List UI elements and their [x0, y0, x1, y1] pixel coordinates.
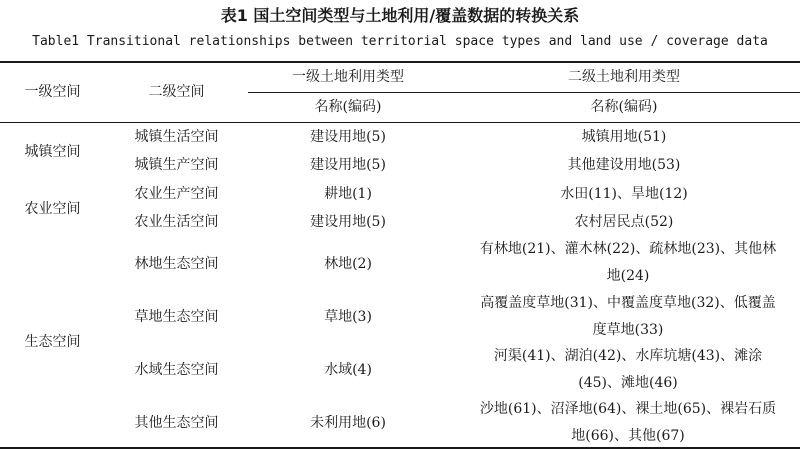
- table-row-secondary: 其他生态空间: [134, 415, 219, 431]
- table-row-level2: 高覆盖度草地(31)、中覆盖度草地(32)、低覆盖度草地(33): [480, 295, 776, 338]
- table-row-level2: 河渠(41)、湖泊(42)、水库坑塘(43)、滩涂(45)、滩地(46): [493, 348, 763, 391]
- table-row-level2: 城镇用地(51): [581, 129, 667, 145]
- header-level2-subheader: 名称(编码): [590, 99, 658, 115]
- table-row-secondary: 水域生态空间: [134, 362, 219, 378]
- header-mid-rule: [248, 92, 800, 93]
- table-row-level1: 建设用地(5): [310, 214, 386, 230]
- table-row-level1: 建设用地(5): [310, 129, 386, 145]
- header-primary-space: 一级空间: [24, 84, 81, 100]
- table-row-secondary: 城镇生活空间: [134, 129, 219, 145]
- table-row-level2: 其他建设用地(53): [567, 157, 681, 173]
- table-row-secondary: 农业生活空间: [134, 214, 219, 230]
- table-row-secondary: 草地生态空间: [134, 309, 219, 325]
- header-level1-landuse: 一级土地利用类型: [292, 69, 404, 85]
- table-row-level2: 沙地(61)、沼泽地(64)、裸土地(65)、裸岩石质地(66)、其他(67): [479, 401, 777, 444]
- header-secondary-space: 二级空间: [148, 84, 205, 100]
- table-row-level2: 水田(11)、旱地(12): [560, 186, 688, 202]
- table-title-cn: 表1 国土空间类型与土地利用/覆盖数据的转换关系: [220, 6, 580, 25]
- table-row-level1: 水域(4): [324, 362, 372, 378]
- table-row-level1: 草地(3): [324, 309, 372, 325]
- primary-space-agri: 农业空间: [24, 201, 81, 217]
- table-row-secondary: 农业生产空间: [134, 186, 219, 202]
- primary-space-eco: 生态空间: [24, 334, 81, 350]
- header-bottom-rule: [0, 122, 800, 123]
- table-row-level2: 农村居民点(52): [574, 214, 674, 230]
- table-row-level2: 有林地(21)、灌木林(22)、疏林地(23)、其他林地(24): [479, 241, 777, 284]
- table-row-level1: 建设用地(5): [310, 157, 386, 173]
- table-row-level1: 林地(2): [324, 256, 372, 272]
- top-rule: [0, 61, 800, 63]
- table-row-level1: 未利用地(6): [310, 415, 386, 431]
- table-row-level1: 耕地(1): [324, 186, 372, 202]
- primary-space-urban: 城镇空间: [24, 144, 81, 160]
- table-title-en: Table1 Transitional relationships between territorial space types and land use / coverage data: [32, 34, 768, 49]
- header-level2-landuse: 二级土地利用类型: [568, 69, 680, 85]
- table-row-secondary: 林地生态空间: [134, 256, 219, 272]
- header-level1-subheader: 名称(编码): [314, 99, 382, 115]
- table-row-secondary: 城镇生产空间: [134, 157, 219, 173]
